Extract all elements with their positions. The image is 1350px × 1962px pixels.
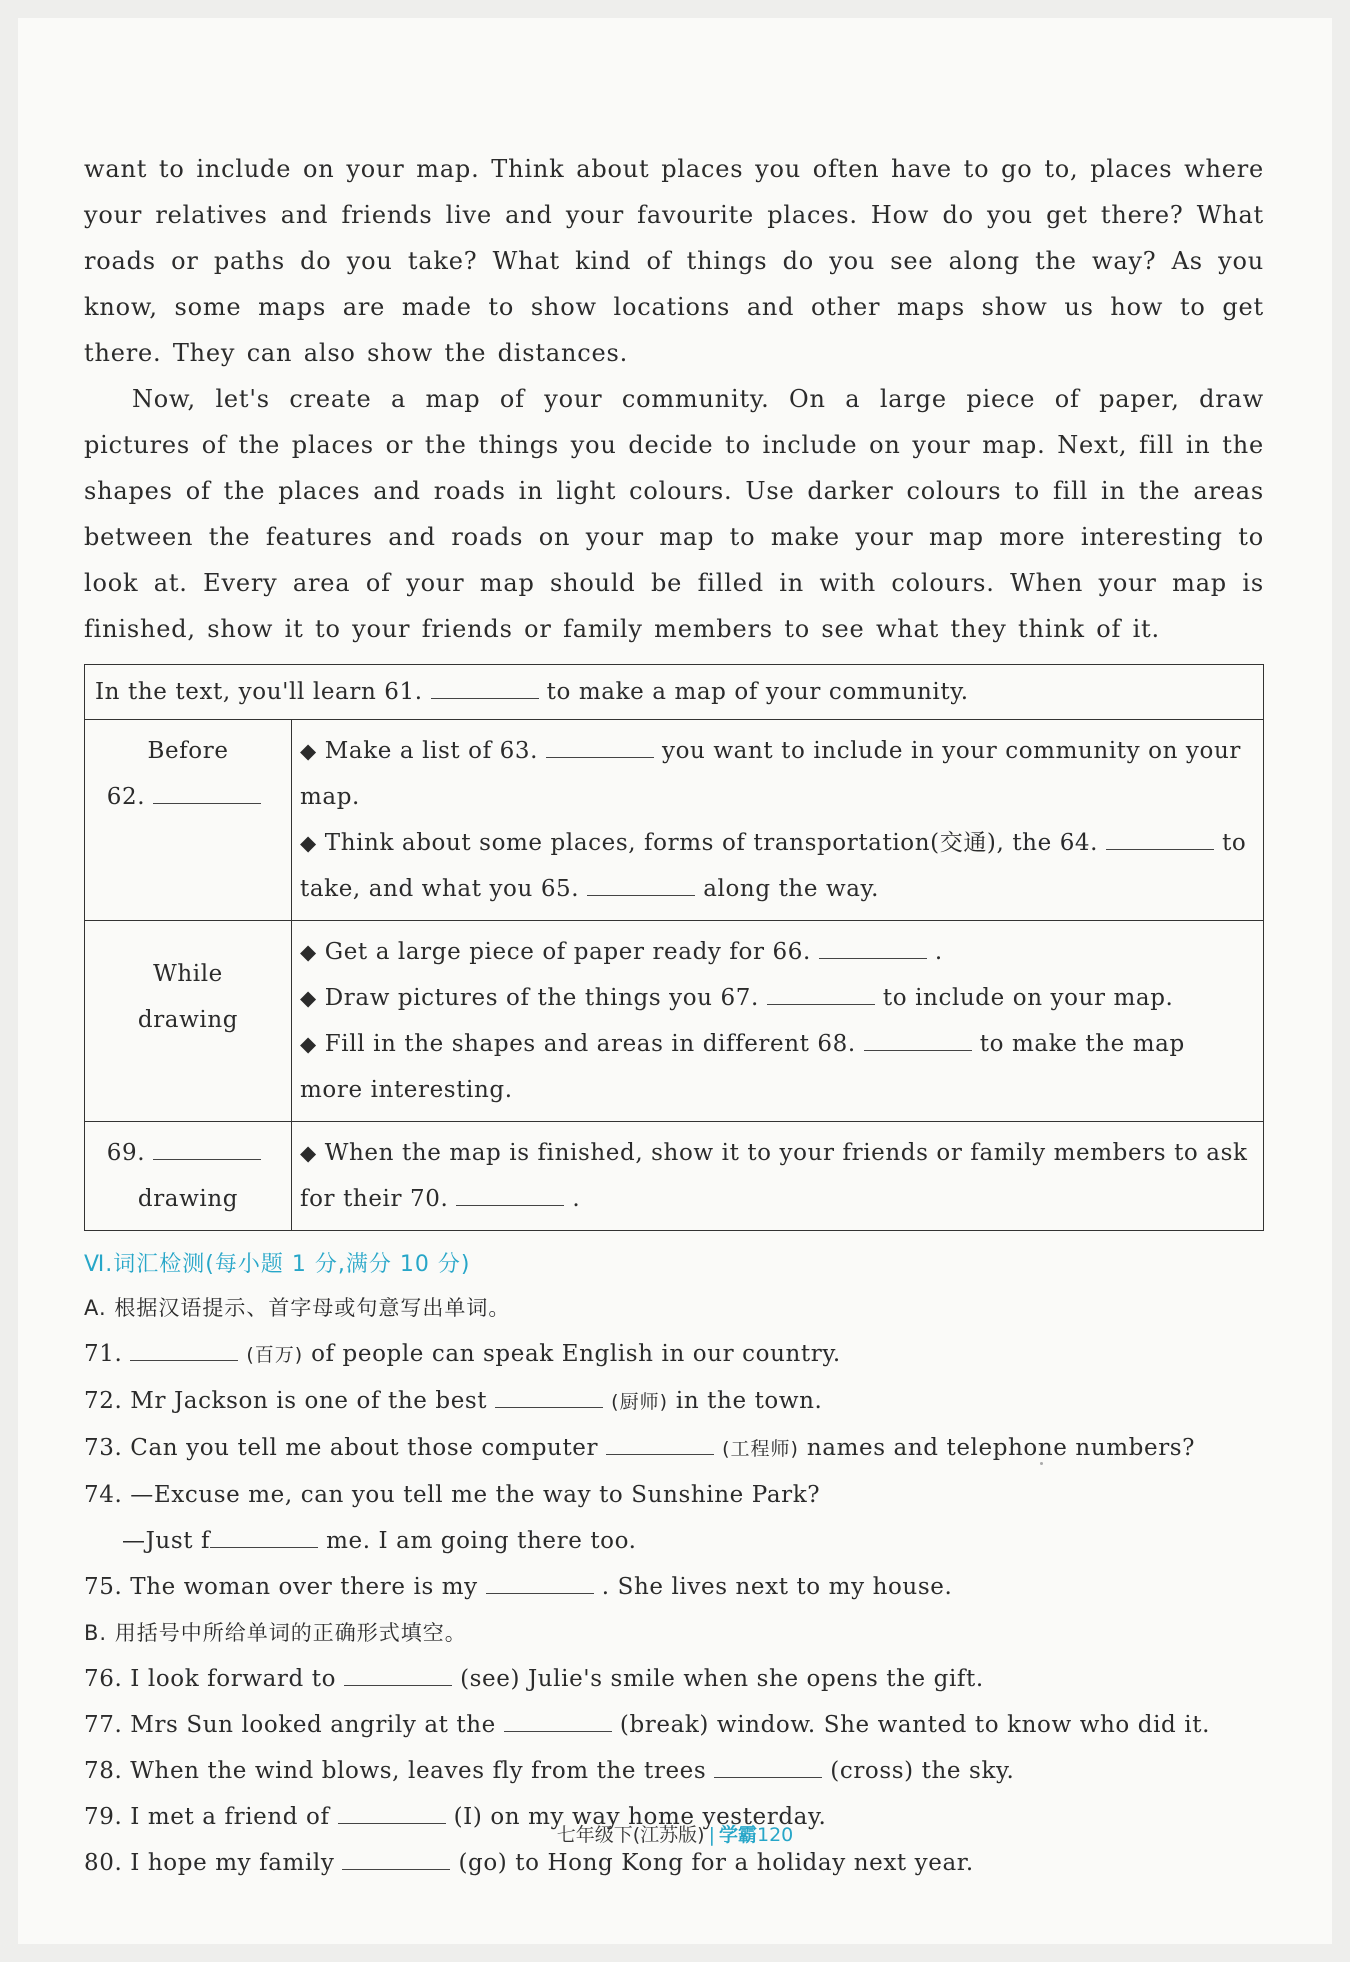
table-row <box>85 1122 1264 1231</box>
blank-77[interactable] <box>504 1711 612 1732</box>
after-label-drawing: drawing <box>137 1186 239 1212</box>
while-bullet-3b: to make the map more interesting. <box>300 1031 1185 1103</box>
question-75: 75. The woman over there is my . She lives next to my house. <box>84 1574 953 1600</box>
while-bullet-1a: Get a large piece of paper ready for 66. <box>324 939 811 965</box>
while-bullet-2b: to include on your map. <box>882 985 1174 1011</box>
diamond-bullet-icon: ◆ <box>300 1032 317 1056</box>
while-label: While <box>153 961 223 987</box>
main-content <box>84 146 1264 1886</box>
question-number-62: 62. <box>106 784 146 810</box>
blank-61[interactable] <box>431 678 539 699</box>
while-bullet-2a: Draw pictures of the things you 67. <box>324 985 759 1011</box>
question-76: 76. I look forward to (see) Julie's smile when she opens the gift. <box>84 1666 984 1692</box>
blank-68[interactable] <box>864 1030 972 1051</box>
blank-62[interactable] <box>153 783 261 804</box>
blank-65[interactable] <box>587 875 695 896</box>
question-72: 72. Mr Jackson is one of the best (厨师) in the town. <box>84 1388 823 1414</box>
while-label-drawing: drawing <box>137 1007 239 1033</box>
question-80: 80. I hope my family (go) to Hong Kong for a holiday next year. <box>84 1850 974 1876</box>
diamond-bullet-icon: ◆ <box>300 1141 317 1165</box>
blank-70[interactable] <box>456 1185 564 1206</box>
diamond-bullet-icon: ◆ <box>300 940 317 964</box>
before-bullet-2a: Think about some places, forms of transportation(交通), the 64. <box>324 830 1099 856</box>
before-label: Before <box>147 738 229 764</box>
blank-64[interactable] <box>1106 829 1214 850</box>
before-bullet-2c: along the way. <box>703 876 879 902</box>
after-bullet-1a: When the map is finished, show it to your friends or family members to ask for their 70. <box>300 1140 1248 1212</box>
blank-69[interactable] <box>153 1139 261 1160</box>
footer-grade: 七年级下(江苏版) <box>556 1824 705 1846</box>
blank-71[interactable] <box>130 1340 238 1361</box>
question-number-69: 69. <box>106 1140 146 1166</box>
diamond-bullet-icon: ◆ <box>300 986 317 1010</box>
page-footer <box>18 1820 1332 1847</box>
blank-72[interactable] <box>495 1387 603 1408</box>
before-bullet-1a: Make a list of 63. <box>324 738 539 764</box>
diamond-bullet-icon: ◆ <box>300 831 317 855</box>
table-row <box>85 665 1264 720</box>
blank-78[interactable] <box>714 1757 822 1778</box>
question-71: 71. (百万) of people can speak English in our country. <box>84 1341 841 1367</box>
blank-73[interactable] <box>606 1434 714 1455</box>
footer-brand: 学霸 <box>718 1824 757 1846</box>
blank-66[interactable] <box>819 938 927 959</box>
while-bullet-1b: . <box>934 939 943 965</box>
table-row <box>85 720 1264 921</box>
question-74-reply: —Just f me. I am going there too. <box>122 1528 637 1554</box>
after-bullet-1b: . <box>572 1186 581 1212</box>
table-row <box>85 921 1264 1122</box>
blank-67[interactable] <box>767 984 875 1005</box>
blank-74[interactable] <box>210 1527 318 1548</box>
before-bullet-2b: to take, and what you 65. <box>300 830 1247 902</box>
page-number: 120 <box>756 1824 794 1846</box>
diamond-bullet-icon: ◆ <box>300 739 317 763</box>
worksheet-page <box>18 18 1332 1944</box>
question-79: 79. I met a friend of (I) on my way home yesterday. <box>84 1804 827 1830</box>
row1-text: In the text, you'll learn 61. <box>95 679 423 705</box>
while-bullet-3a: Fill in the shapes and areas in different 68. <box>324 1031 856 1057</box>
question-74: 74. —Excuse me, can you tell me the way to Sunshine Park? <box>84 1482 821 1508</box>
question-77: 77. Mrs Sun looked angrily at the (break) window. She wanted to know who did it. <box>84 1712 1210 1738</box>
passage-paragraph-1: want to include on your map. Think about places you often have to go to, places where your relatives and friends live and your favourite places. How do you get there? What roads or paths do you take? What kind of things do you see along the way? As you know, some maps are made to show locations and other maps show us how to get there. They can also show the distances. <box>84 155 1264 367</box>
before-bullet-1b: you want to include in your community on your map. <box>300 738 1241 810</box>
part-b-instruction: B. 用括号中所给单词的正确形式填空。 <box>84 1621 467 1645</box>
blank-63[interactable] <box>546 737 654 758</box>
summary-table <box>84 664 1264 1231</box>
section-title: Ⅵ.词汇检测(每小题 1 分,满分 10 分) <box>84 1252 471 1277</box>
question-73: 73. Can you tell me about those computer (工程师) names and telephone numbers? <box>84 1435 1196 1461</box>
row1-text-end: to make a map of your community. <box>546 679 969 705</box>
blank-76[interactable] <box>344 1665 452 1686</box>
blank-80[interactable] <box>342 1849 450 1870</box>
blank-75[interactable] <box>486 1573 594 1594</box>
passage-paragraph-2: Now, let's create a map of your community. On a large piece of paper, draw pictures of the places or the things you decide to include on your map. Next, fill in the shapes of the places and roads in light colours. Use darker colours to fill in the areas between the features and roads on your map to make your map more interesting to look at. Every area of your map should be filled in with colours. When your map is finished, show it to your friends or family members to see what they think of it. <box>84 385 1264 643</box>
part-a-instruction: A. 根据汉语提示、首字母或句意写出单词。 <box>84 1296 511 1320</box>
footer-separator: | <box>708 1824 715 1846</box>
question-78: 78. When the wind blows, leaves fly from the trees (cross) the sky. <box>84 1758 1015 1784</box>
